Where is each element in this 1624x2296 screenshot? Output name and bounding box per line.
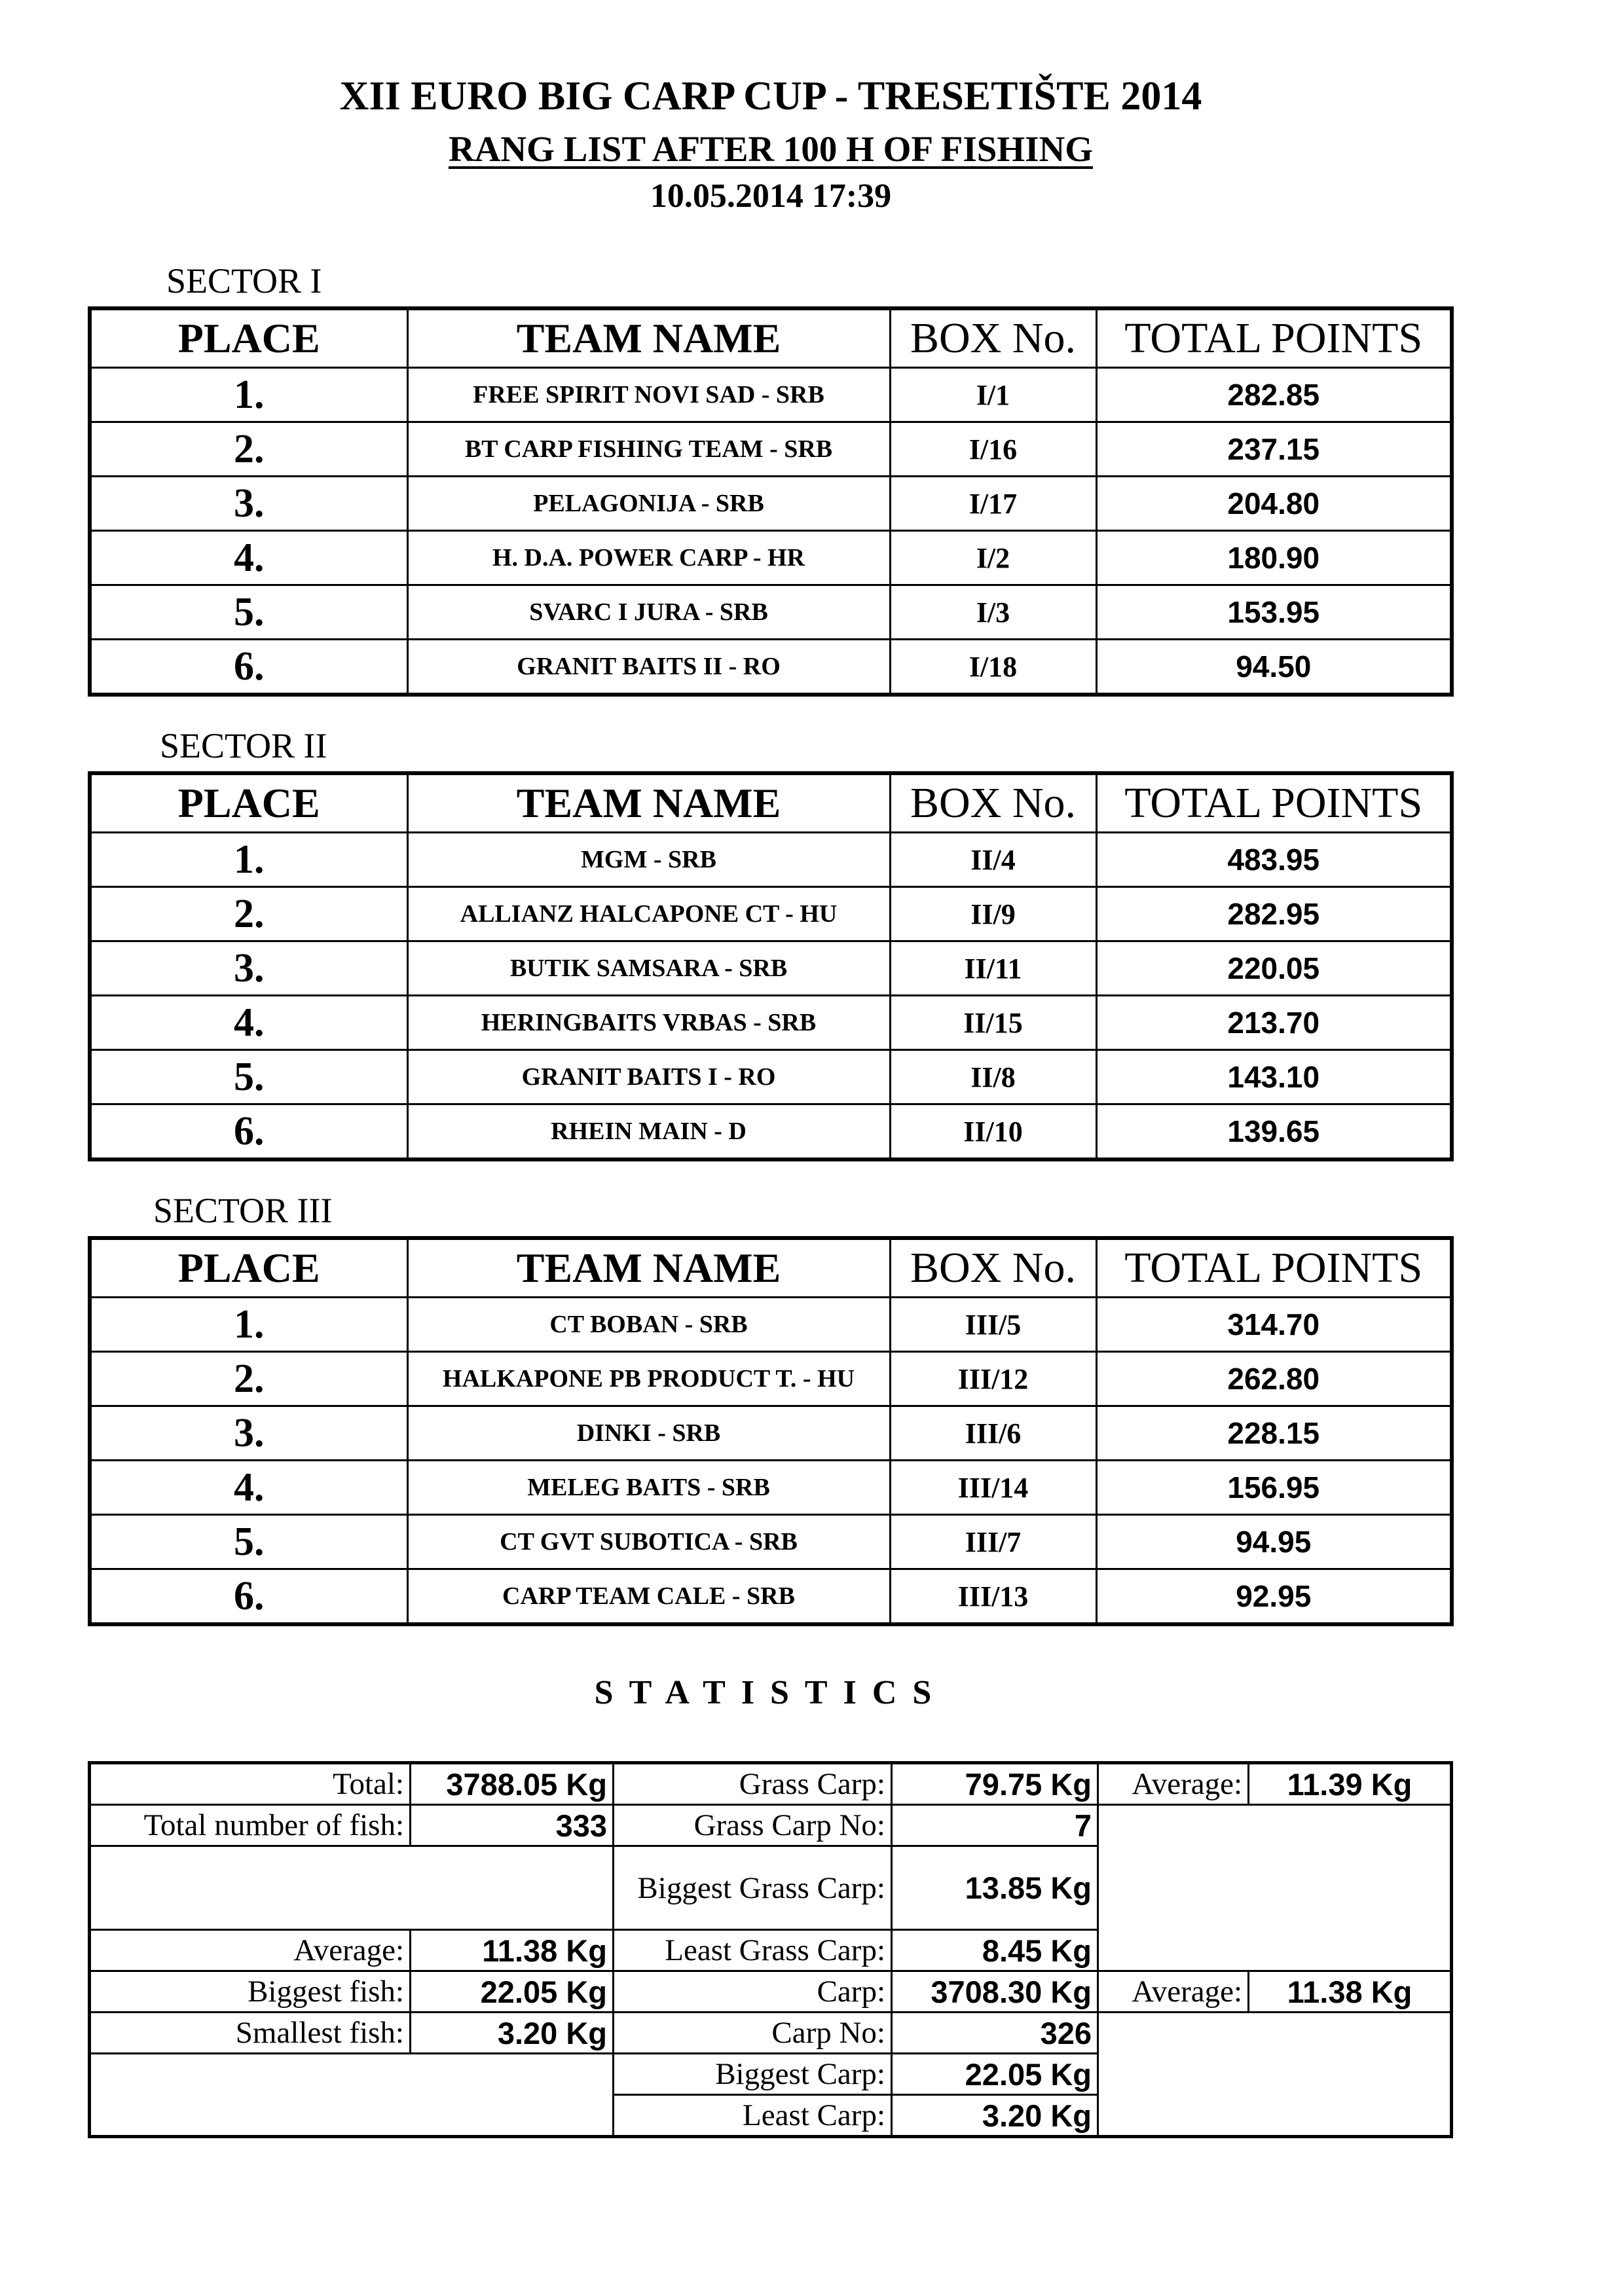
table-header-row — [90, 1238, 1452, 1298]
empty-cell — [1098, 1805, 1452, 1971]
column-header-points: TOTAL POINTS — [1096, 308, 1452, 368]
statistics-table — [88, 1761, 1453, 2138]
points-cell: 156.95 — [1096, 1461, 1452, 1515]
stats-row — [90, 1971, 1452, 2013]
document-datetime: 10.05.2014 17:39 — [650, 177, 892, 215]
place-cell: 3. — [90, 1406, 407, 1461]
place-cell: 2. — [90, 887, 407, 941]
place-cell: 2. — [90, 422, 407, 477]
team-cell: CARP TEAM CALE - SRB — [407, 1569, 890, 1625]
total-fish-label: Total number of fish: — [90, 1805, 411, 1846]
least-grass-carp-value: 8.45 Kg — [892, 1930, 1098, 1971]
points-cell: 143.10 — [1096, 1050, 1452, 1104]
box-cell: II/4 — [890, 833, 1096, 887]
table-header-row — [90, 308, 1452, 368]
table-row — [90, 1406, 1452, 1461]
biggest-grass-carp-value: 13.85 Kg — [892, 1846, 1098, 1930]
place-cell: 1. — [90, 1298, 407, 1352]
carp-average-label: Average: — [1098, 1971, 1249, 2013]
empty-cell — [90, 2054, 614, 2137]
table-row — [90, 1569, 1452, 1625]
box-cell: III/14 — [890, 1461, 1096, 1515]
carp-no-value: 326 — [892, 2013, 1098, 2054]
stats-row — [90, 1763, 1452, 1805]
place-cell: 3. — [90, 477, 407, 531]
table-row — [90, 640, 1452, 695]
document-title: XII EURO BIG CARP CUP - TRESETIŠTE 2014 — [339, 74, 1202, 118]
grass-carp-no-value: 7 — [892, 1805, 1098, 1846]
points-cell: 282.85 — [1096, 368, 1452, 422]
points-cell: 483.95 — [1096, 833, 1452, 887]
team-cell: DINKI - SRB — [407, 1406, 890, 1461]
carp-no-label: Carp No: — [614, 2013, 892, 2054]
points-cell: 153.95 — [1096, 585, 1452, 640]
stats-row — [90, 1805, 1452, 1846]
table-row — [90, 477, 1452, 531]
average-value: 11.38 Kg — [411, 1930, 614, 1971]
table-row — [90, 996, 1452, 1050]
box-cell: III/7 — [890, 1515, 1096, 1569]
box-cell: II/15 — [890, 996, 1096, 1050]
box-cell: II/11 — [890, 941, 1096, 996]
box-cell: I/1 — [890, 368, 1096, 422]
table-row — [90, 1298, 1452, 1352]
column-header-place: PLACE — [90, 1238, 407, 1298]
total-fish-value: 333 — [411, 1805, 614, 1846]
table-row — [90, 585, 1452, 640]
carp-label: Carp: — [614, 1971, 892, 2013]
team-cell: H. D.A. POWER CARP - HR — [407, 531, 890, 585]
team-cell: RHEIN MAIN - D — [407, 1104, 890, 1160]
table-row — [90, 1515, 1452, 1569]
place-cell: 6. — [90, 1569, 407, 1625]
team-cell: HERINGBAITS VRBAS - SRB — [407, 996, 890, 1050]
least-carp-label: Least Carp: — [614, 2095, 892, 2137]
column-header-points: TOTAL POINTS — [1096, 773, 1452, 833]
team-cell: MGM - SRB — [407, 833, 890, 887]
sector-table — [88, 306, 1454, 697]
grass-average-label: Average: — [1098, 1763, 1249, 1805]
team-cell: MELEG BAITS - SRB — [407, 1461, 890, 1515]
team-cell: GRANIT BAITS II - RO — [407, 640, 890, 695]
biggest-grass-carp-label: Biggest Grass Carp: — [614, 1846, 892, 1930]
points-cell: 94.95 — [1096, 1515, 1452, 1569]
smallest-fish-label: Smallest fish: — [90, 2013, 411, 2054]
team-cell: SVARC I JURA - SRB — [407, 585, 890, 640]
grass-average-value: 11.39 Kg — [1249, 1763, 1452, 1805]
grass-carp-no-label: Grass Carp No: — [614, 1805, 892, 1846]
table-row — [90, 1352, 1452, 1406]
team-cell: CT BOBAN - SRB — [407, 1298, 890, 1352]
biggest-carp-label: Biggest Carp: — [614, 2054, 892, 2095]
biggest-fish-value: 22.05 Kg — [411, 1971, 614, 2013]
document-subtitle: RANG LIST AFTER 100 H OF FISHING — [448, 129, 1094, 169]
least-carp-value: 3.20 Kg — [892, 2095, 1098, 2137]
points-cell: 282.95 — [1096, 887, 1452, 941]
biggest-carp-value: 22.05 Kg — [892, 2054, 1098, 2095]
points-cell: 180.90 — [1096, 531, 1452, 585]
place-cell: 1. — [90, 833, 407, 887]
column-header-box: BOX No. — [890, 1238, 1096, 1298]
empty-cell — [1098, 2013, 1452, 2137]
points-cell: 213.70 — [1096, 996, 1452, 1050]
place-cell: 5. — [90, 1050, 407, 1104]
table-row — [90, 531, 1452, 585]
points-cell: 94.50 — [1096, 640, 1452, 695]
points-cell: 139.65 — [1096, 1104, 1452, 1160]
grass-carp-value: 79.75 Kg — [892, 1763, 1098, 1805]
points-cell: 220.05 — [1096, 941, 1452, 996]
box-cell: I/17 — [890, 477, 1096, 531]
table-row — [90, 422, 1452, 477]
place-cell: 5. — [90, 585, 407, 640]
total-label: Total: — [90, 1763, 411, 1805]
team-cell: PELAGONIJA - SRB — [407, 477, 890, 531]
points-cell: 204.80 — [1096, 477, 1452, 531]
box-cell: I/18 — [890, 640, 1096, 695]
column-header-box: BOX No. — [890, 308, 1096, 368]
table-row — [90, 1461, 1452, 1515]
place-cell: 4. — [90, 1461, 407, 1515]
carp-value: 3708.30 Kg — [892, 1971, 1098, 2013]
column-header-team: TEAM NAME — [407, 773, 890, 833]
box-cell: I/3 — [890, 585, 1096, 640]
box-cell: II/10 — [890, 1104, 1096, 1160]
column-header-box: BOX No. — [890, 773, 1096, 833]
points-cell: 237.15 — [1096, 422, 1452, 477]
column-header-place: PLACE — [90, 308, 407, 368]
sector-table — [88, 771, 1454, 1161]
biggest-fish-label: Biggest fish: — [90, 1971, 411, 2013]
place-cell: 4. — [90, 531, 407, 585]
box-cell: I/16 — [890, 422, 1096, 477]
box-cell: II/8 — [890, 1050, 1096, 1104]
box-cell: III/5 — [890, 1298, 1096, 1352]
column-header-place: PLACE — [90, 773, 407, 833]
team-cell: ALLIANZ HALCAPONE CT - HU — [407, 887, 890, 941]
smallest-fish-value: 3.20 Kg — [411, 2013, 614, 2054]
least-grass-carp-label: Least Grass Carp: — [614, 1930, 892, 1971]
box-cell: III/12 — [890, 1352, 1096, 1406]
sector-table — [88, 1236, 1454, 1626]
table-row — [90, 887, 1452, 941]
sector-label: SECTOR III — [153, 1191, 333, 1230]
points-cell: 262.80 — [1096, 1352, 1452, 1406]
box-cell: II/9 — [890, 887, 1096, 941]
team-cell: BUTIK SAMSARA - SRB — [407, 941, 890, 996]
box-cell: III/6 — [890, 1406, 1096, 1461]
place-cell: 6. — [90, 1104, 407, 1160]
points-cell: 228.15 — [1096, 1406, 1452, 1461]
statistics-heading: STATISTICS — [594, 1674, 948, 1711]
table-row — [90, 1050, 1452, 1104]
empty-cell — [90, 1846, 614, 1930]
team-cell: GRANIT BAITS I - RO — [407, 1050, 890, 1104]
team-cell: CT GVT SUBOTICA - SRB — [407, 1515, 890, 1569]
column-header-team: TEAM NAME — [407, 1238, 890, 1298]
table-row — [90, 833, 1452, 887]
team-cell: BT CARP FISHING TEAM - SRB — [407, 422, 890, 477]
place-cell: 6. — [90, 640, 407, 695]
place-cell: 2. — [90, 1352, 407, 1406]
carp-average-value: 11.38 Kg — [1249, 1971, 1452, 2013]
box-cell: I/2 — [890, 531, 1096, 585]
place-cell: 1. — [90, 368, 407, 422]
table-header-row — [90, 773, 1452, 833]
place-cell: 3. — [90, 941, 407, 996]
grass-carp-label: Grass Carp: — [614, 1763, 892, 1805]
stats-row — [90, 2013, 1452, 2054]
sector-label: SECTOR II — [160, 726, 327, 765]
place-cell: 4. — [90, 996, 407, 1050]
sector-label: SECTOR I — [166, 261, 322, 301]
team-cell: FREE SPIRIT NOVI SAD - SRB — [407, 368, 890, 422]
box-cell: III/13 — [890, 1569, 1096, 1625]
team-cell: HALKAPONE PB PRODUCT T. - HU — [407, 1352, 890, 1406]
table-row — [90, 1104, 1452, 1160]
table-row — [90, 368, 1452, 422]
place-cell: 5. — [90, 1515, 407, 1569]
column-header-team: TEAM NAME — [407, 308, 890, 368]
column-header-points: TOTAL POINTS — [1096, 1238, 1452, 1298]
points-cell: 92.95 — [1096, 1569, 1452, 1625]
average-label: Average: — [90, 1930, 411, 1971]
table-row — [90, 941, 1452, 996]
points-cell: 314.70 — [1096, 1298, 1452, 1352]
total-value: 3788.05 Kg — [411, 1763, 614, 1805]
